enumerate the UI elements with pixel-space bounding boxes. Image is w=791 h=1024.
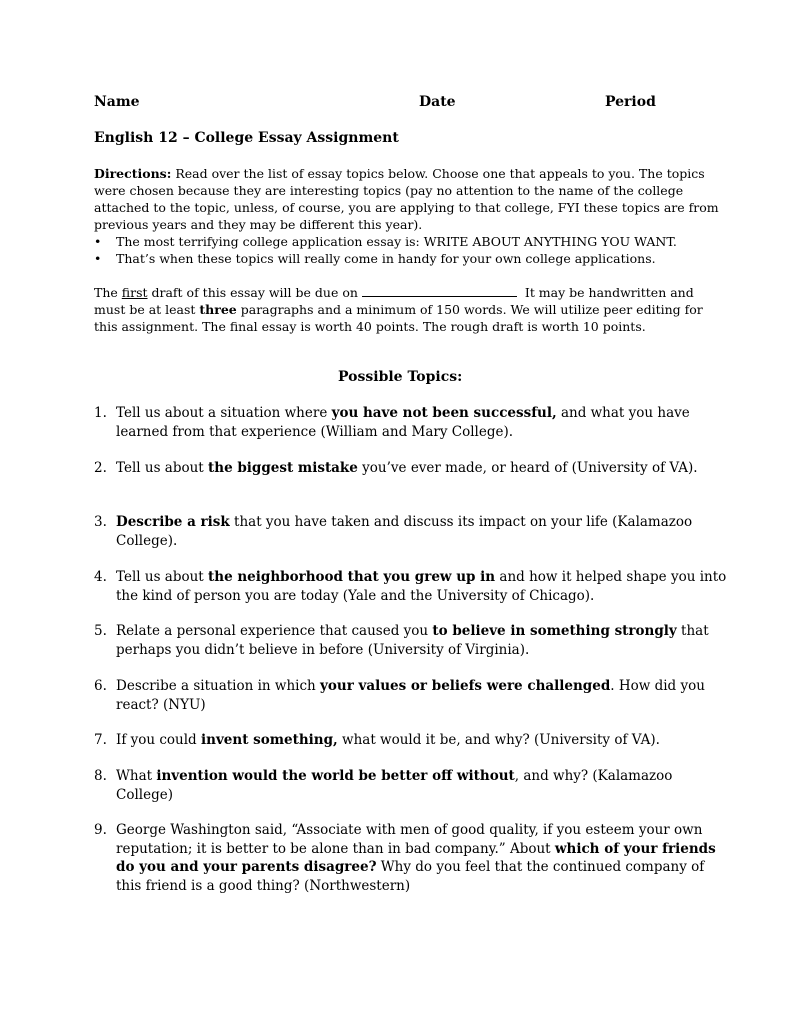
topic-text-line: perhaps you didn’t believe in before (University of Virginia). [116,641,530,658]
bullet-icon: • [94,251,102,266]
directions-label: Directions: [94,166,172,181]
due-date-blank [362,285,517,297]
topic-text-line: the kind of person you are today (Yale and the University of Chicago). [116,587,595,604]
topic-text-line: learned from that experience (William and Mary College). [116,423,514,440]
topic-text-line: do you and your parents disagree? Why do you feel that the continued company of [116,859,705,875]
topic-text-line: What invention would the world be better off without, and why? (Kalamazoo [116,768,673,784]
draft-line-3: this assignment. The final essay is worth 40 points. The rough draft is worth 10 points. [94,319,646,334]
topic-text-line: Describe a risk that you have taken and discuss its impact on your life (Kalamazoo [116,514,693,530]
topic-text-line: Tell us about the neighborhood that you grew up in and how it helped shape you into [116,569,727,585]
topic-number: 3. [94,514,107,530]
topic-number: 1. [94,405,107,421]
topic-number: 2. [94,460,107,476]
directions-line-3: attached to the topic, unless, of course, you are applying to that college, FYI these topics are from [94,200,719,215]
topic-number: 9. [94,822,107,838]
topic-text-line: If you could invent something, what would it be, and why? (University of VA). [116,732,660,748]
topic-text-line: this friend is a good thing? (Northwestern) [116,877,411,894]
document-page: Name Date Period English 12 – College Essay Assignment Directions: Read over the list of essay topics below. Choose one that appeals to you. The topics were chosen because they are interesting topics (pay no attention to the name of the college attached to the topic, unless, of course, you are applying to that college, FYI these topics are from previous years and they may be different this year). • The most terrifying college application essay is: WRITE ABOUT ANYTHING YOU WANT. • That’s when these topics will really come in handy for your own college applications. The first draft of this essay will be due on It may be handwritten and must be at least three paragraphs and a minimum of 150 words. We will utilize peer editing for this assignment. The final essay is worth 40 points. The rough draft is worth 10 points. Possible Topics: 1. Tell us about a situation where you have not been successful, and what you have learned from that experience (William and Mary College). 2. Tell us about the biggest mistake you’ve ever made, or heard of (University of VA). 3. Describe a risk that you have taken and discuss its impact on your life (Kalamazoo College). 4. Tell us about the neighborhood that you grew up in and how it helped shape you into the kind of person you are today (Yale and the University of Chicago). 5. Relate a personal experience that caused you to believe in something strongly that perhaps you didn’t believe in before (University of Virginia). 6. Describe a situation in which your values or beliefs were challenged. How did you react? (NYU) 7. If you could invent something, what would it be, and why? (University of VA). 8. What invention would the world be better off without, and why? (Kalamazoo College) 9. George Washington said, “Associate with men of good quality, if you esteem your own reputation; it is better to be alone than in bad company.” About which of your friends do you and your parents disagree? Why do you feel that the continued company of this friend is a good thing? (Northwestern) [94,94,727,894]
topic-text-line: Tell us about a situation where you have not been successful, and what you have [116,405,690,421]
topic-number: 7. [94,732,107,748]
topic-number: 4. [94,569,107,585]
topic-number: 6. [94,678,107,694]
topic-text-line: Describe a situation in which your values or beliefs were challenged. How did you [116,678,705,694]
topic-text-line: reputation; it is better to be alone than in bad company.” About which of your friends [116,840,716,857]
topic-text-line: Tell us about the biggest mistake you’ve ever made, or heard of (University of VA). [116,460,698,476]
bullet-icon: • [94,234,102,249]
topics-heading: Possible Topics: [338,369,463,385]
period-label: Period [605,94,656,110]
name-label: Name [94,94,140,110]
directions-line-1: Directions: Read over the list of essay topics below. Choose one that appeals to you. The topics [94,166,705,181]
topic-text-line: Relate a personal experience that caused you to believe in something strongly that [116,623,709,639]
date-label: Date [419,94,456,110]
assignment-title: English 12 – College Essay Assignment [94,130,399,146]
topic-number: 8. [94,768,107,784]
topic-text-line: George Washington said, “Associate with men of good quality, if you esteem your own [116,822,703,838]
topic-number: 5. [94,623,107,639]
draft-line-1: The first draft of this essay will be due on It may be handwritten and [94,285,694,300]
topic-text-line: College). [116,532,178,549]
topic-text-line: College) [116,786,173,803]
draft-line-2: must be at least three paragraphs and a minimum of 150 words. We will utilize peer editing for [94,302,703,317]
directions-line-2: were chosen because they are interesting topics (pay no attention to the name of the college [94,183,684,198]
topic-text-line: react? (NYU) [116,696,206,713]
directions-line-4: previous years and they may be different this year). [94,217,423,232]
